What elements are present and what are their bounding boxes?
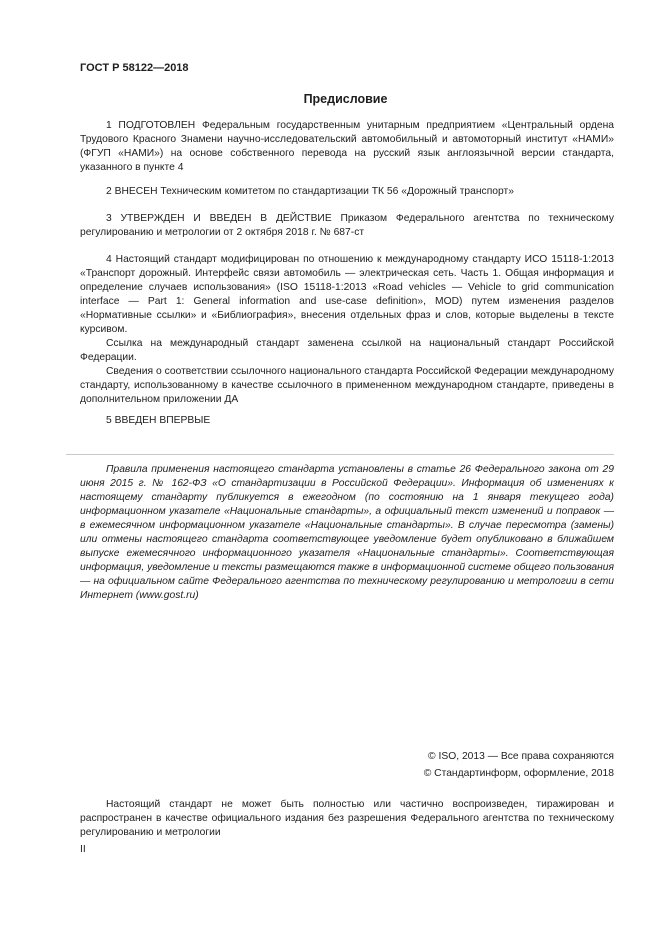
item-3	[80, 212, 614, 240]
copyright-iso: © ISO, 2013 — Все права сохраняются	[428, 751, 614, 762]
standard-code: ГОСТ Р 58122—2018	[80, 62, 189, 74]
item-5	[80, 414, 614, 428]
copyright-standartinform: © Стандартинформ, оформление, 2018	[423, 768, 614, 779]
item-4	[80, 253, 614, 407]
page-number: II	[80, 844, 86, 855]
item-2-text: 2 ВНЕСЕН Техническим комитетом по стандартизации ТК 56 «Дорожный транспорт»	[106, 186, 514, 197]
item-4-correspondence-note: Сведения о соответствии ссылочного национального стандарта Российской Федерации международному стандарту, использованному в качестве ссылочного в примененном международном стандарте, приведены в дополнительном приложении ДА	[80, 366, 614, 405]
item-5-text: 5 ВВЕДЕН ВПЕРВЫЕ	[106, 415, 211, 426]
divider	[66, 454, 614, 455]
notice-text: Правила применения настоящего стандарта установлены в статье 26 Федерального закона от 29 июня 2015 г. № 162-ФЗ «О стандартизации в Российской Федерации». Информация об изменениях к настоящему стандарту публикуется в ежегодном (по состоянию на 1 января текущего года) информационном указателе «Национальные стандарты», а официальный текст изменений и поправок — в ежемесячном информационном указателе «Национальные стандарты». В случае пересмотра (замены) или отмены настоящего стандарта соответствующее уведомление будет опубликовано в ближайшем выпуске ежемесячного информационного указателя «Национальные стандарты». Соответствующая информация, уведомление и тексты размещаются также в информационной системе общего пользования — на официальном сайте Федерального агентства по техническому регулированию и метрологии в сети Интернет (www.gost.ru)	[80, 464, 614, 601]
item-2	[80, 185, 614, 199]
notice-block	[80, 463, 614, 603]
reproduction-text: Настоящий стандарт не может быть полностью или частично воспроизведен, тиражирован и распространен в качестве официального издания без разрешения Федерального агентства по техническому регулированию и метрологии	[80, 799, 614, 838]
item-1-text: 1 ПОДГОТОВЛЕН Федеральным государственным унитарным предприятием «Центральный ордена Трудового Красного Знамени научно-исследовательский автомобильный и автомоторный институт «НАМИ» (ФГУП «НАМИ») на основе собственного перевода на русский язык англоязычной версии стандарта, указанного в пункте 4	[80, 120, 614, 173]
reproduction-block	[80, 798, 614, 840]
item-4-text: 4 Настоящий стандарт модифицирован по отношению к международному стандарту ИСО 15118-1:2013 «Транспорт дорожный. Интерфейс связи автомобиль — электрическая сеть. Часть 1. Общая информация и определение случаев использования» (ISO 15118-1:2013 «Road vehicles — Vehicle to grid communication interface — Part 1: General information and use-case definition», MOD) путем изменения разделов «Нормативные ссылки» и «Библиография», внесения отдельных фраз и слов, которые выделены в тексте курсивом.	[80, 254, 614, 335]
item-4-reference-note: Ссылка на международный стандарт заменена ссылкой на национальный стандарт Российской Федерации.	[80, 338, 614, 363]
item-1	[80, 119, 614, 175]
item-3-text: 3 УТВЕРЖДЕН И ВВЕДЕН В ДЕЙСТВИЕ Приказом Федерального агентства по техническому регулированию и метрологии от 2 октября 2018 г. № 687-ст	[80, 213, 614, 238]
page-title: Предисловие	[303, 92, 388, 106]
